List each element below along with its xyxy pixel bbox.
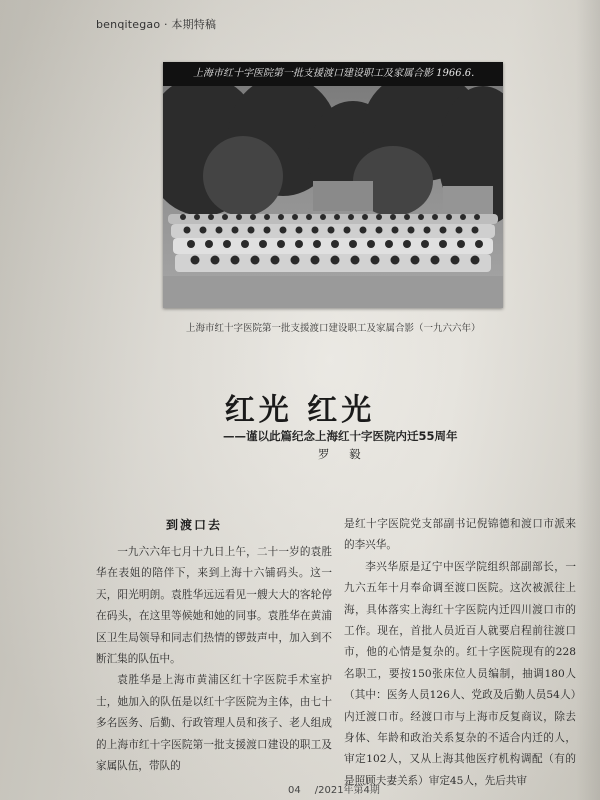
paragraph: 袁胜华是上海市黄浦区红十字医院手术室护士，她加入的队伍是以红十字医院为主体，由七十多名医务、后勤、行政管理人员和孩子、老人组成的上海市红十字医院第一批支援渡口建设的职工及家属队伍，带队的 xyxy=(96,674,332,773)
right-column xyxy=(344,514,576,792)
photo-illustration xyxy=(163,86,503,308)
paragraph: 一九六六年七月十九日上午，二十一岁的袁胜华在表姐的陪伴下，来到上海十六铺码头。这一天，阳光明朗。袁胜华远远看见一艘大大的客轮停在码头，在这里等候她和她的同事。袁胜华在黄浦区卫生局领导和同志们热情的锣鼓声中，加入到不断汇集的队伍中。 xyxy=(96,546,332,666)
article-title: 红光 红光 xyxy=(224,393,376,428)
page-edge-shadow xyxy=(576,0,600,800)
section-heading: 到渡口去 xyxy=(166,518,223,532)
page-footer xyxy=(288,781,394,796)
left-column xyxy=(96,542,332,777)
photo-caption: 上海市红十字医院第一批支援渡口建设职工及家属合影（一九六六年） xyxy=(186,323,481,334)
issue-label: /2021年第4期 xyxy=(314,785,380,796)
section-header: benqitegao · 本期特稿 xyxy=(96,18,217,31)
paragraph: 是红十字医院党支部副书记倪锦德和渡口市派来的李兴华。 xyxy=(344,518,576,552)
photo-image xyxy=(163,86,503,308)
photo-banner-text: 上海市红十字医院第一批支援渡口建设职工及家属合影 1966.6. xyxy=(163,62,503,86)
page-number: 04 xyxy=(288,785,301,796)
group-photo xyxy=(163,62,503,308)
article-author: 罗 毅 xyxy=(318,447,369,461)
paragraph: 李兴华原是辽宁中医学院组织部副部长，一九六五年十月奉命调至渡口医院。这次被派往上海，具体落实上海红十字医院内迁四川渡口市的工作。现在，首批人员近百人就要启程前往渡口市，他的心情是复杂的。红十字医院现有的228名职工，要按150张床位人员编制，抽调180人（其中：医务人员126人、党政及后勤人员54人）内迁渡口市。经渡口市与上海市反复商议，除去身体、年龄和政治关系复杂的不适合内迁的人，审定102人，又从上海其他医疗机构调配（有的是照顾夫妻关系）审定45人，先后共审 xyxy=(344,560,576,787)
article-subtitle: ——谨以此篇纪念上海红十字医院内迁55周年 xyxy=(223,429,458,443)
